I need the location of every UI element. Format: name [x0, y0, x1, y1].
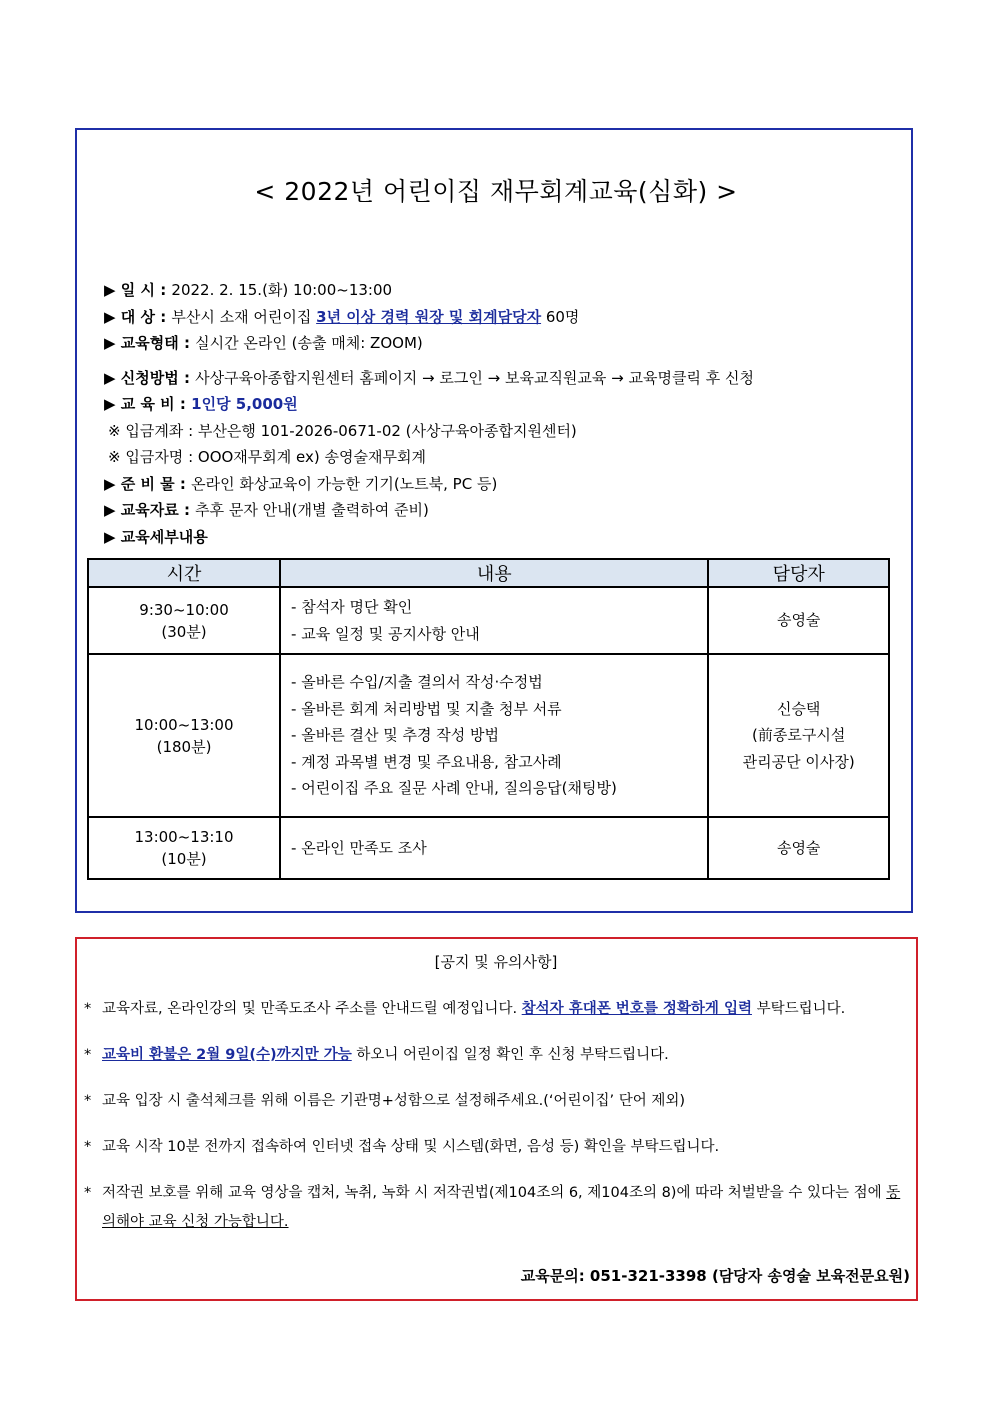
time-cell	[88, 817, 280, 879]
time-duration: (30분)	[161, 622, 207, 641]
bullet-star-icon: *	[84, 1093, 92, 1109]
table-row	[88, 654, 889, 817]
content-item: - 올바른 회계 처리방법 및 지출 청부 서류	[291, 699, 562, 718]
info-sep: :	[174, 395, 192, 413]
info-sep: :	[154, 307, 172, 326]
content-item: - 참석자 명단 확인	[291, 598, 413, 616]
manager-name: 송영술	[776, 611, 821, 630]
info-value: 사상구육아종합지원센터 홈페이지 → 로그인 → 보육교직원교육 → 교육명클릭 후 신청	[195, 368, 754, 387]
notice-text: 하오니 어린이집 일정 확인 후 신청 부탁드립니다.	[351, 1047, 669, 1063]
info-label: ▶ 신청방법	[104, 368, 179, 387]
info-label: ▶ 대 상	[104, 307, 155, 326]
content-item: - 계정 과목별 변경 및 주요내용, 참고사례	[291, 752, 562, 771]
info-value: 온라인 화상교육이 가능한 기기(노트북, PC 등)	[191, 474, 498, 493]
info-sep: :	[178, 334, 196, 352]
info-date	[104, 277, 754, 304]
info-sep: :	[178, 501, 196, 519]
info-value: 60명	[541, 307, 580, 326]
info-value: 실시간 온라인 (송출 매체: ZOOM)	[195, 334, 423, 352]
notice-underline: 동의해야 교육 신청 가능합니다.	[102, 1185, 901, 1230]
time-range: 13:00~13:10	[134, 828, 234, 846]
notice-item	[84, 1041, 910, 1070]
time-range: 9:30~10:00	[139, 600, 229, 619]
bullet-star-icon: *	[84, 1001, 92, 1017]
info-label: ▶ 교육세부내용	[104, 527, 208, 546]
notice-text: 교육 시작 10분 전까지 접속하여 인터넷 접속 상태 및 시스템(화면, 음성 등) 확인을 부탁드립니다.	[102, 1139, 720, 1155]
notice-item	[84, 1133, 910, 1162]
notice-item	[84, 995, 910, 1024]
header-content: 내용	[280, 559, 708, 587]
manager-name: 신승택	[776, 699, 821, 718]
page-title: < 2022년 어린이집 재무회계교육(심화) >	[254, 177, 738, 206]
info-account: ※ 입금계좌 : 부산은행 101-2026-0671-02 (사상구육아종합지원센터)	[108, 421, 577, 440]
info-sep: :	[178, 368, 196, 387]
bullet-star-icon: *	[84, 1185, 92, 1201]
target-highlight: 3년 이상 경력 원장 및 회계담당자	[316, 307, 542, 326]
notice-highlight: 참석자 휴대폰 번호를 정확하게 입력	[521, 1001, 752, 1017]
content-cell	[280, 817, 708, 879]
content-item: - 올바른 결산 및 추경 작성 방법	[291, 726, 499, 745]
notice-text: 저작권 보호를 위해 교육 영상을 캡처, 녹취, 녹화 시 저작권법(제104조의 6, 제104조의 8)에 따라 처벌받을 수 있다는 점에	[102, 1185, 887, 1201]
header-time: 시간	[88, 559, 280, 587]
info-materials	[104, 497, 754, 524]
info-fee	[104, 391, 754, 418]
content-item: - 교육 일정 및 공지사항 안내	[291, 624, 480, 643]
info-format	[104, 330, 754, 357]
info-value: 추후 문자 안내(개별 출력하여 준비)	[195, 501, 429, 519]
time-range: 10:00~13:00	[134, 715, 234, 734]
info-apply	[104, 365, 754, 392]
notice-text: 교육 입장 시 출석체크를 위해 이름은 기관명+성함으로 설정해주세요.(‘어린이집’ 단어 제외)	[102, 1093, 686, 1109]
table-header-row	[88, 559, 889, 587]
course-info	[104, 277, 754, 550]
notice-title: [공지 및 유의사항]	[434, 953, 558, 971]
info-label: ▶ 교육자료	[104, 501, 179, 519]
info-label: ▶ 교 육 비	[104, 395, 175, 413]
info-label: ▶ 일 시	[104, 281, 155, 299]
info-value: 부산시 소재 어린이집	[171, 307, 317, 326]
info-sep: :	[154, 281, 172, 299]
table-row	[88, 587, 889, 654]
info-depositor: ※ 입금자명 : OOO재무회계 ex) 송영술재무회계	[108, 448, 426, 466]
time-cell	[88, 587, 280, 654]
notice-text: 교육자료, 온라인강의 및 만족도조사 주소를 안내드릴 예정입니다.	[102, 1001, 522, 1017]
content-cell	[280, 587, 708, 654]
info-label: ▶ 교육형태	[104, 334, 179, 352]
schedule-table	[87, 558, 890, 880]
notice-item	[84, 1179, 910, 1237]
table-row	[88, 817, 889, 879]
manager-cell	[708, 654, 889, 817]
manager-cell	[708, 587, 889, 654]
content-item: - 어린이집 주요 질문 사례 안내, 질의응답(채팅방)	[291, 779, 617, 798]
info-label: ▶ 준 비 물	[104, 474, 175, 493]
manager-title: 관리공단 이사장)	[742, 752, 855, 771]
notice-text: 부탁드립니다.	[751, 1001, 846, 1017]
time-duration: (180분)	[156, 737, 212, 756]
info-value: 2022. 2. 15.(화) 10:00~13:00	[171, 281, 393, 299]
content-item: - 올바른 수입/지출 결의서 작성·수정법	[291, 673, 543, 692]
time-cell	[88, 654, 280, 817]
bullet-star-icon: *	[84, 1139, 92, 1155]
header-manager: 담당자	[708, 559, 889, 587]
time-duration: (10분)	[161, 850, 207, 868]
manager-name: 송영술	[776, 838, 821, 857]
contact-info: 교육문의: 051-321-3398 (담당자 송영술 보육전문요원)	[520, 1267, 910, 1285]
notice-item	[84, 1087, 910, 1116]
notice-list	[84, 995, 910, 1254]
content-cell	[280, 654, 708, 817]
info-details	[104, 524, 754, 551]
info-prep	[104, 471, 754, 498]
bullet-star-icon: *	[84, 1047, 92, 1063]
fee-highlight: 1인당 5,000원	[191, 395, 298, 413]
content-item: - 온라인 만족도 조사	[291, 838, 427, 857]
notice-highlight: 교육비 환불은 2월 9일(수)까지만 가능	[102, 1047, 352, 1063]
info-target	[104, 304, 754, 331]
manager-title: (前종로구시설	[752, 726, 846, 745]
info-sep: :	[174, 474, 192, 493]
manager-cell	[708, 817, 889, 879]
